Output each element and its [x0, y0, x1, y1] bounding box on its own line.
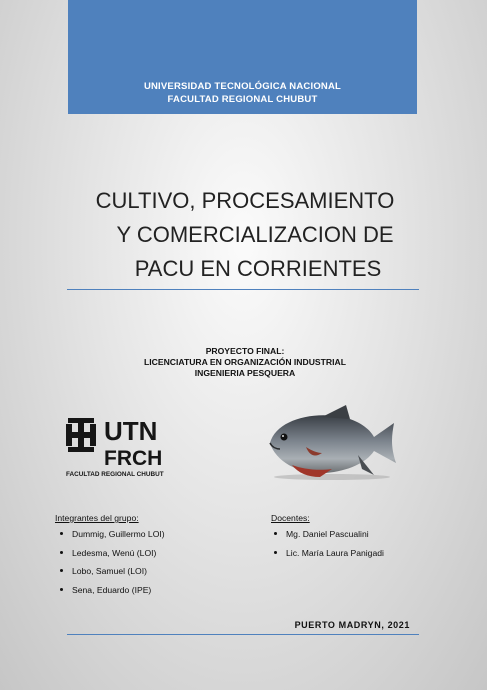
list-item: Mg. Daniel Pascualini: [272, 527, 384, 546]
footer-divider: [67, 634, 419, 635]
utn-emblem-icon: [66, 418, 96, 452]
logo-text-utn: UTN: [104, 416, 158, 446]
faculty-name: FACULTAD REGIONAL CHUBUT: [167, 94, 318, 105]
title-line-1: CULTIVO, PROCESAMIENTO: [95, 188, 395, 213]
university-name: UNIVERSIDAD TECNOLÓGICA NACIONAL: [143, 81, 342, 92]
teachers-heading: Docentes:: [271, 513, 310, 523]
logo-caption: FACULTAD REGIONAL CHUBUT: [66, 471, 164, 478]
list-item: Dummig, Guillermo LOI): [58, 527, 165, 546]
team-member-list: [58, 527, 165, 601]
list-item: Lic. María Laura Panigadi: [272, 546, 384, 565]
title-line-3: PACU EN CORRIENTES: [134, 256, 382, 281]
project-line-2: LICENCIATURA EN ORGANIZACIÓN INDUSTRIAL: [144, 357, 346, 367]
team-heading: Integrantes del grupo:: [55, 513, 139, 523]
title-line-2: Y COMERCIALIZACION DE: [116, 222, 394, 247]
list-item: Lobo, Samuel (LOI): [58, 564, 165, 583]
utn-frch-logo: [64, 416, 180, 478]
header-banner: [68, 0, 417, 114]
title-divider: [67, 289, 419, 290]
project-line-1: PROYECTO FINAL:: [205, 346, 285, 356]
project-description: [60, 346, 430, 379]
list-item: Ledesma, Wenú (LOI): [58, 546, 165, 565]
list-item: Sena, Eduardo (IPE): [58, 583, 165, 602]
logo-text-frch: FRCH: [104, 447, 163, 470]
city-date: PUERTO MADRYN, 2021: [294, 620, 410, 630]
pacu-fish-image: [262, 403, 402, 483]
teacher-list: [272, 527, 384, 564]
project-line-3: INGENIERIA PESQUERA: [194, 368, 296, 378]
document-title: [60, 184, 430, 286]
